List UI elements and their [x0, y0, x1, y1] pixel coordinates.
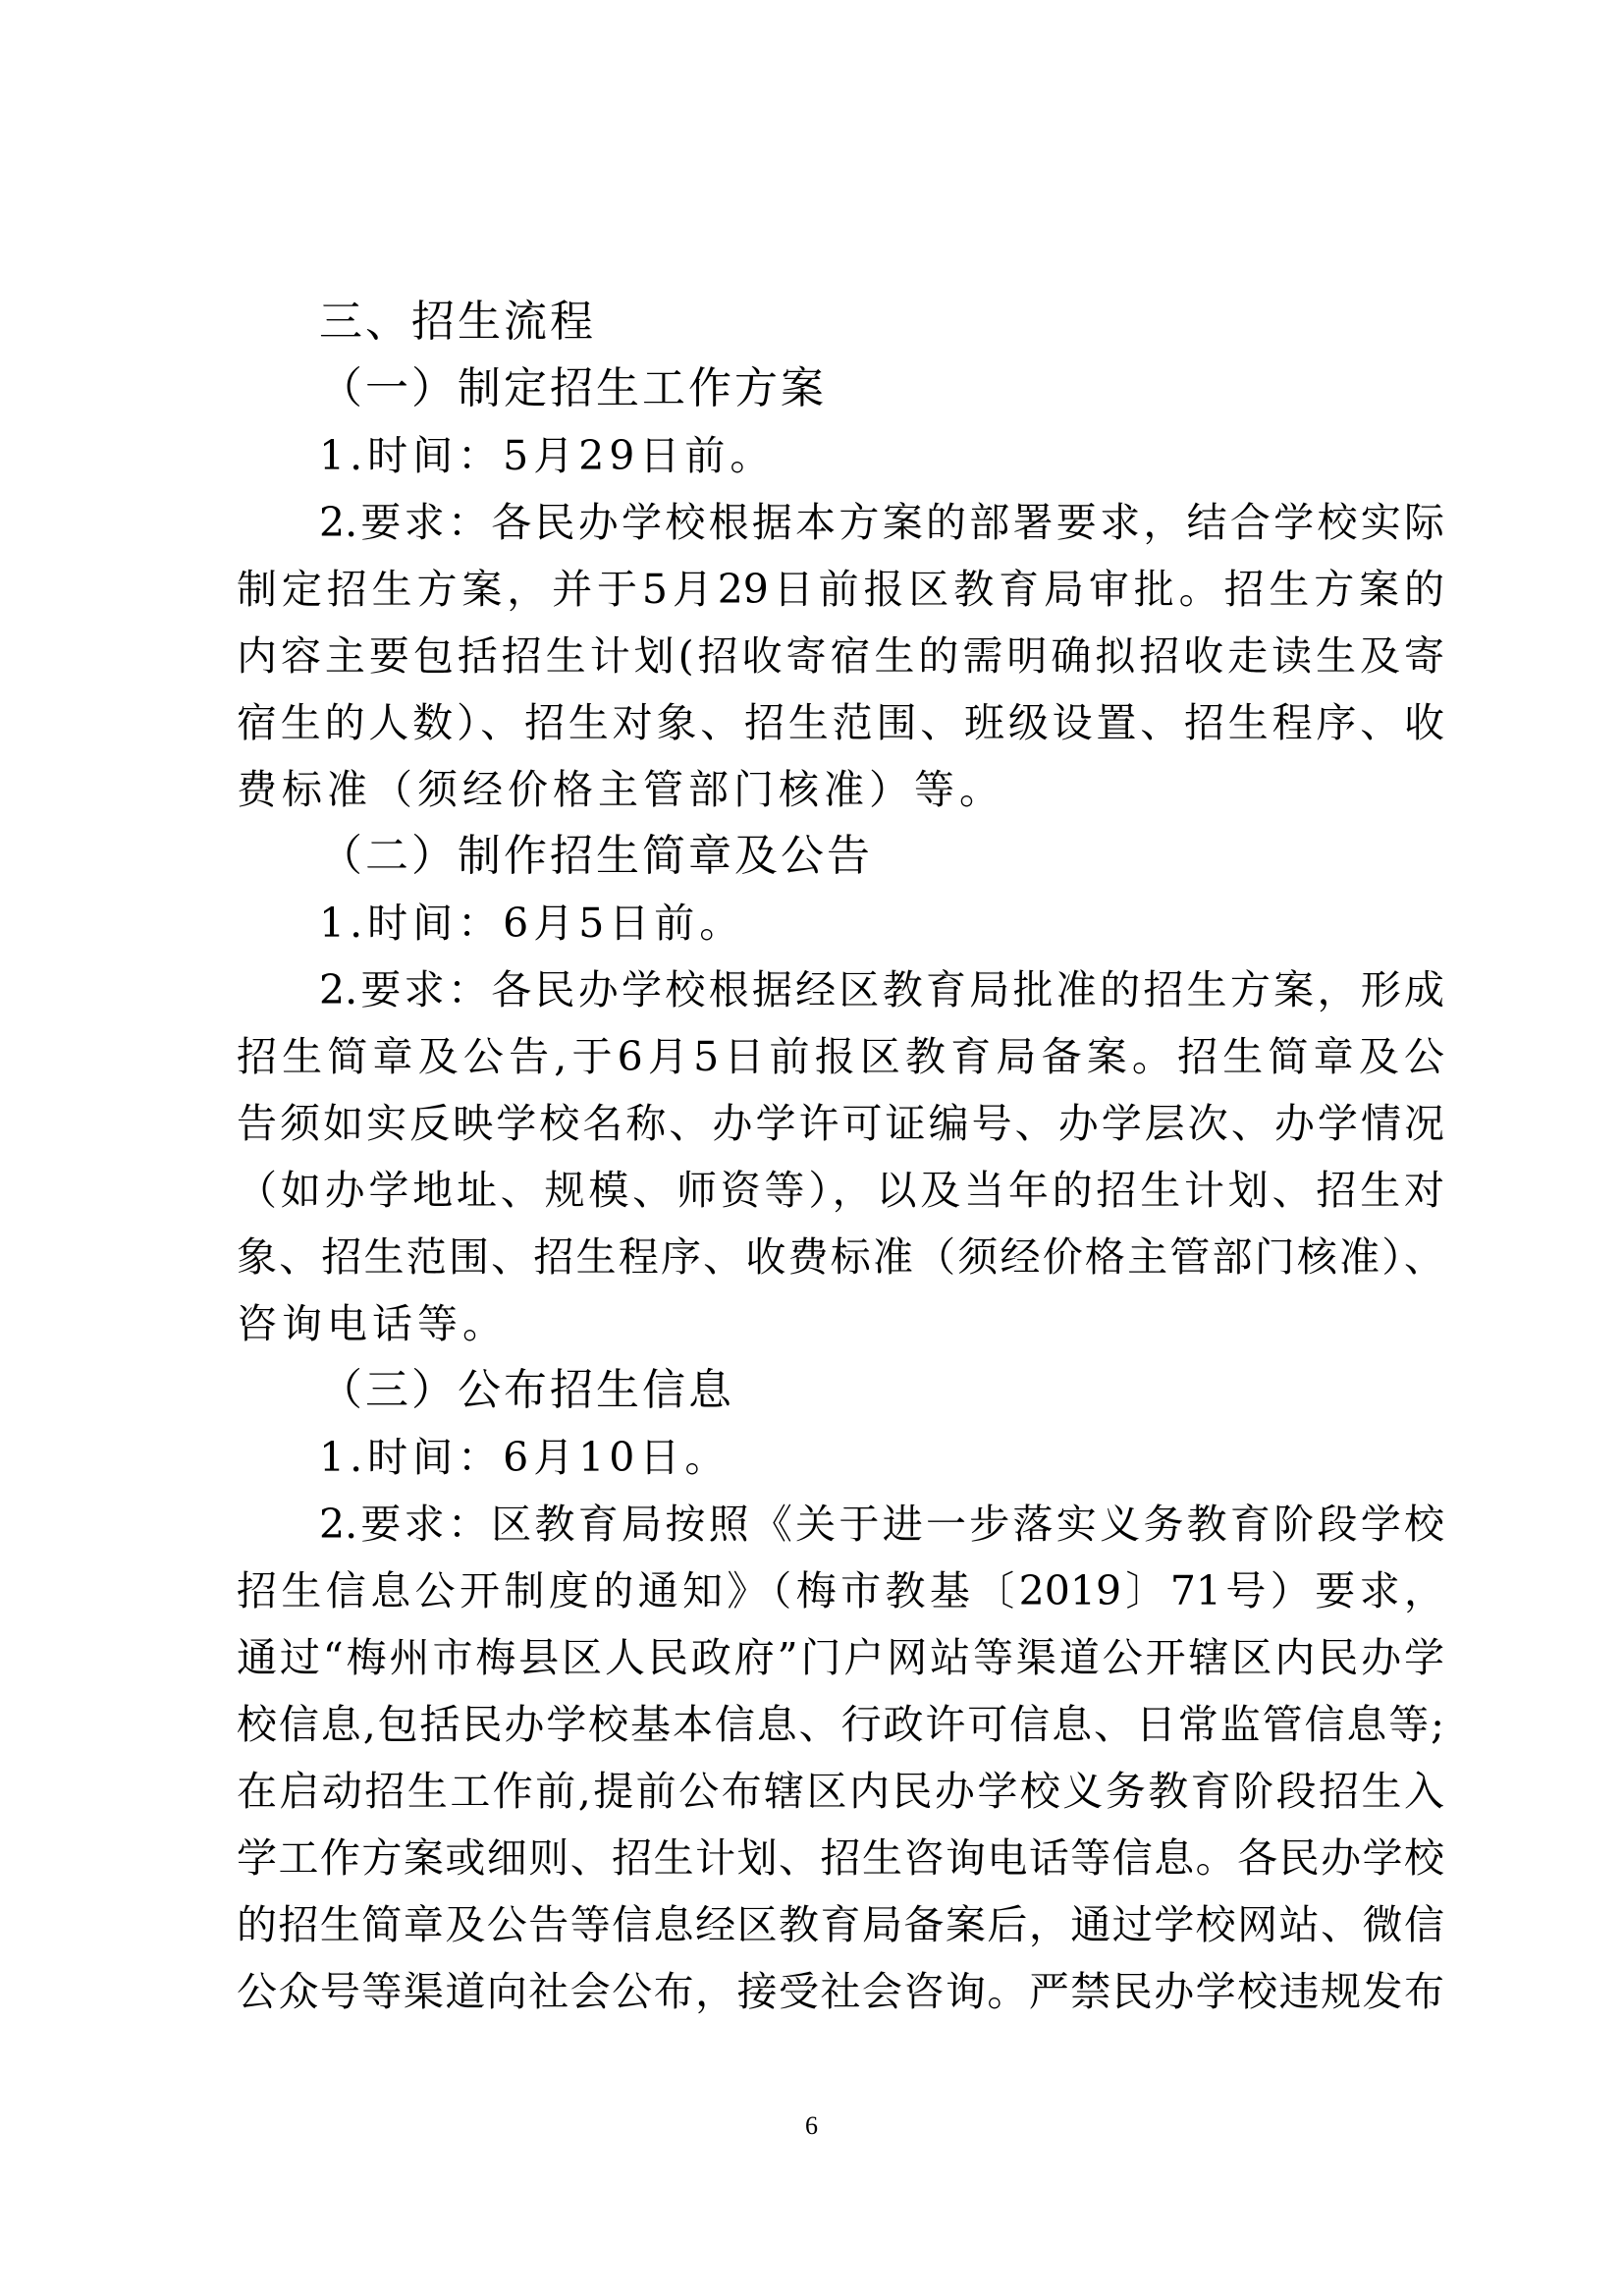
paragraph-line: 2.要求：区教育局按照《关于进一步落实义务教育阶段学校: [319, 1501, 1444, 1548]
paragraph-line: 1.时间：6月5日前。: [319, 900, 745, 947]
paragraph-line: 校信息,包括民办学校基本信息、行政许可信息、日常监管信息等;: [237, 1701, 1444, 1748]
paragraph-line: 2.要求：各民办学校根据本方案的部署要求，结合学校实际: [319, 499, 1444, 546]
paragraph-line: （如办学地址、规模、师资等），以及当年的招生计划、招生对: [237, 1167, 1444, 1214]
paragraph-line: 的招生简章及公告等信息经区教育局备案后，通过学校网站、微信: [237, 1901, 1444, 1948]
subsection-heading: （二）制作招生简章及公告: [319, 831, 873, 881]
paragraph-line: 1.时间：6月10日。: [319, 1434, 730, 1481]
paragraph-line: 咨询电话等。: [237, 1300, 508, 1347]
paragraph-line: 象、招生范围、招生程序、收费标准（须经价格主管部门核准）、: [237, 1233, 1444, 1281]
paragraph-line: 制定招生方案，并于5月29日前报区教育局审批。招生方案的: [237, 566, 1444, 613]
paragraph-line: 告须如实反映学校名称、办学许可证编号、办学层次、办学情况: [237, 1100, 1444, 1147]
paragraph-line: 2.要求：各民办学校根据经区教育局批准的招生方案，形成: [319, 966, 1444, 1013]
paragraph-line: 公众号等渠道向社会公布，接受社会咨询。严禁民办学校违规发布: [237, 1968, 1444, 2015]
section-heading: 三、招生流程: [319, 297, 596, 347]
subsection-heading: （三）公布招生信息: [319, 1365, 734, 1415]
subsection-heading: （一）制定招生工作方案: [319, 363, 827, 413]
page-number: 6: [805, 2111, 818, 2140]
paragraph-line: 在启动招生工作前,提前公布辖区内民办学校义务教育阶段招生入: [237, 1768, 1444, 1815]
paragraph-line: 招生信息公开制度的通知》（梅市教基〔2019〕71号）要求，: [237, 1567, 1444, 1614]
paragraph-line: 招生简章及公告,于6月5日前报区教育局备案。招生简章及公: [237, 1033, 1444, 1080]
paragraph-line: 内容主要包括招生计划(招收寄宿生的需明确拟招收走读生及寄: [237, 632, 1444, 680]
paragraph-line: 学工作方案或细则、招生计划、招生咨询电话等信息。各民办学校: [237, 1834, 1444, 1882]
paragraph-line: 1.时间：5月29日前。: [319, 432, 776, 479]
paragraph-line: 宿生的人数）、招生对象、招生范围、班级设置、招生程序、收: [237, 699, 1444, 746]
paragraph-line: 通过“梅州市梅县区人民政府”门户网站等渠道公开辖区内民办学: [237, 1634, 1444, 1681]
paragraph-line: 费标准（须经价格主管部门核准）等。: [237, 766, 1004, 813]
